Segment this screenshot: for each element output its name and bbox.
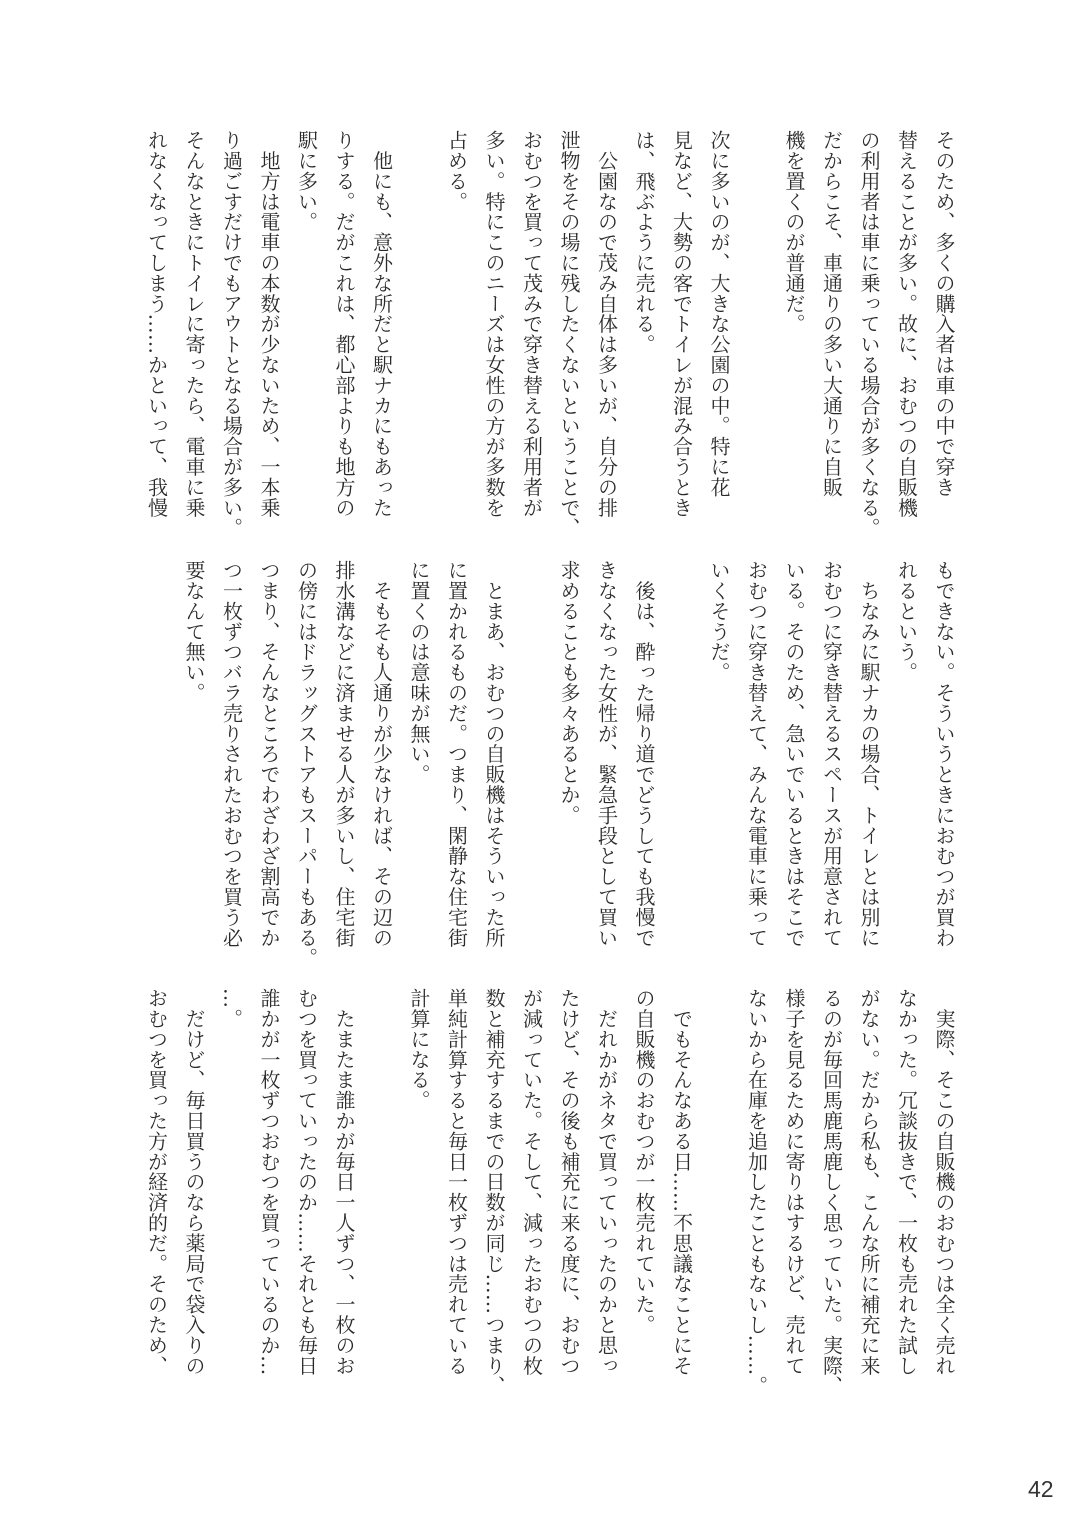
- blank-column: [737, 130, 775, 550]
- text-column: の傍にはドラッグストアもスーパーもある。: [294, 560, 319, 968]
- text-column: 実際、そこの自販機のおむつは全く売れ: [932, 988, 956, 1376]
- text-column: だからこそ、車通りの多い大通りに自販: [819, 130, 844, 498]
- text-column: おむつに穿き替えて、みんな電車に乗って: [744, 560, 769, 948]
- text-column: が減っていた。そして、減ったおむつの枚: [519, 988, 544, 1376]
- text-column: つまり、そんなところでわざわざ割高でか: [257, 560, 281, 948]
- text-column: 見など、大勢の客でトイレが混み合うとき: [669, 130, 694, 518]
- text-block-middle: [175, 560, 963, 980]
- text-column: 占める。: [444, 130, 469, 212]
- text-column: だけど、毎日買うのなら薬局で袋入りの: [182, 988, 206, 1376]
- text-column: そのため、多くの購入者は車の中で穿き: [932, 130, 956, 498]
- text-column: れるという。: [894, 560, 919, 683]
- page-number: 42: [1028, 1476, 1054, 1502]
- text-column: 替えることが多い。故に、おむつの自販機: [894, 130, 919, 518]
- text-column: 次に多いのが、大きな公園の中。特に花: [707, 130, 731, 498]
- text-column: に置くのは意味が無い。: [407, 560, 431, 785]
- text-column: 様子を見るために寄りはするけど、売れて: [782, 988, 806, 1376]
- text-block-bottom: [137, 988, 962, 1408]
- text-column: たまたま誰かが毎日一人ずつ、一枚のお: [332, 988, 356, 1376]
- text-column: おむつを買って茂みで穿き替える利用者が: [519, 130, 544, 518]
- text-column: むつを買っていったのか……それとも毎日: [294, 988, 319, 1376]
- text-column: なかった。冗談抜きで、一枚も売れた試し: [894, 988, 919, 1376]
- blank-column: [662, 560, 700, 980]
- text-column: …。: [219, 988, 244, 1029]
- text-column: り過ごすだけでもアウトとなる場合が多い。: [219, 130, 244, 538]
- text-column: たけど、その後も補充に来る度に、おむつ: [557, 988, 581, 1376]
- text-column: いる。そのため、急いでいるときはそこで: [782, 560, 806, 948]
- text-column: 求めることも多々あるとか。: [557, 560, 581, 826]
- text-column: とまあ、おむつの自販機はそういった所: [482, 560, 506, 948]
- text-column: おむつを買った方が経済的だ。そのため、: [144, 988, 169, 1376]
- blank-column: [700, 988, 738, 1408]
- text-column: 計算になる。: [407, 988, 431, 1111]
- text-column: れなくなってしまう……かといって、我慢: [144, 130, 169, 518]
- text-column: の自販機のおむつが一枚売れていた。: [632, 988, 656, 1335]
- text-column: ないから在庫を追加したこともないし……。: [744, 988, 769, 1396]
- text-column: だれかがネタで買っていったのかと思っ: [594, 988, 619, 1376]
- text-column: 要なんて無い。: [182, 560, 206, 703]
- text-column: に置かれるものだ。つまり、閑静な住宅街: [444, 560, 469, 948]
- text-column: でもそんなある日……不思議なことにそ: [669, 988, 694, 1376]
- text-column: 単純計算すると毎日一枚ずつは売れている: [444, 988, 469, 1376]
- blank-column: [362, 988, 400, 1408]
- text-column: がない。だから私も、こんな所に補充に来: [857, 988, 881, 1376]
- text-column: 後は、酔った帰り道でどうしても我慢で: [632, 560, 656, 948]
- text-column: ちなみに駅ナカの場合、トイレとは別に: [857, 560, 881, 948]
- text-column: 駅に多い。: [294, 130, 319, 232]
- text-column: 排水溝などに済ませる人が多いし、住宅街: [332, 560, 356, 948]
- blank-column: [400, 130, 438, 550]
- text-column: いくそうだ。: [707, 560, 731, 683]
- text-column: おむつに穿き替えるスペースが用意されて: [819, 560, 844, 948]
- text-column: りする。だがこれは、都心部よりも地方の: [332, 130, 356, 518]
- text-column: 誰かが一枚ずつおむつを買っているのか…: [257, 988, 281, 1376]
- text-column: そもそも人通りが少なければ、その辺の: [369, 560, 394, 948]
- text-column: そんなときにトイレに寄ったら、電車に乗: [182, 130, 206, 518]
- text-column: 公園なので茂み自体は多いが、自分の排: [594, 130, 619, 518]
- text-column: もできない。そういうときにおむつが買わ: [932, 560, 956, 948]
- text-column: 地方は電車の本数が少ないため、一本乗: [257, 130, 281, 518]
- text-column: 泄物をその場に残したくないということで、: [557, 130, 581, 538]
- text-column: つ一枚ずつバラ売りされたおむつを買う必: [219, 560, 244, 948]
- text-column: の利用者は車に乗っている場合が多くなる。: [857, 130, 881, 538]
- text-column: きなくなった女性が、緊急手段として買い: [594, 560, 619, 948]
- text-block-top: [137, 130, 962, 550]
- text-column: 機を置くのが普通だ。: [782, 130, 806, 334]
- text-column: は、飛ぶように売れる。: [632, 130, 656, 355]
- text-column: 数と補充するまでの日数が同じ……つまり、: [482, 988, 506, 1396]
- text-column: 他にも、意外な所だと駅ナカにもあった: [369, 130, 394, 518]
- blank-column: [512, 560, 550, 980]
- text-column: 多い。特にこのニーズは女性の方が多数を: [482, 130, 506, 518]
- text-column: るのが毎回馬鹿馬鹿しく思っていた。実際、: [819, 988, 844, 1396]
